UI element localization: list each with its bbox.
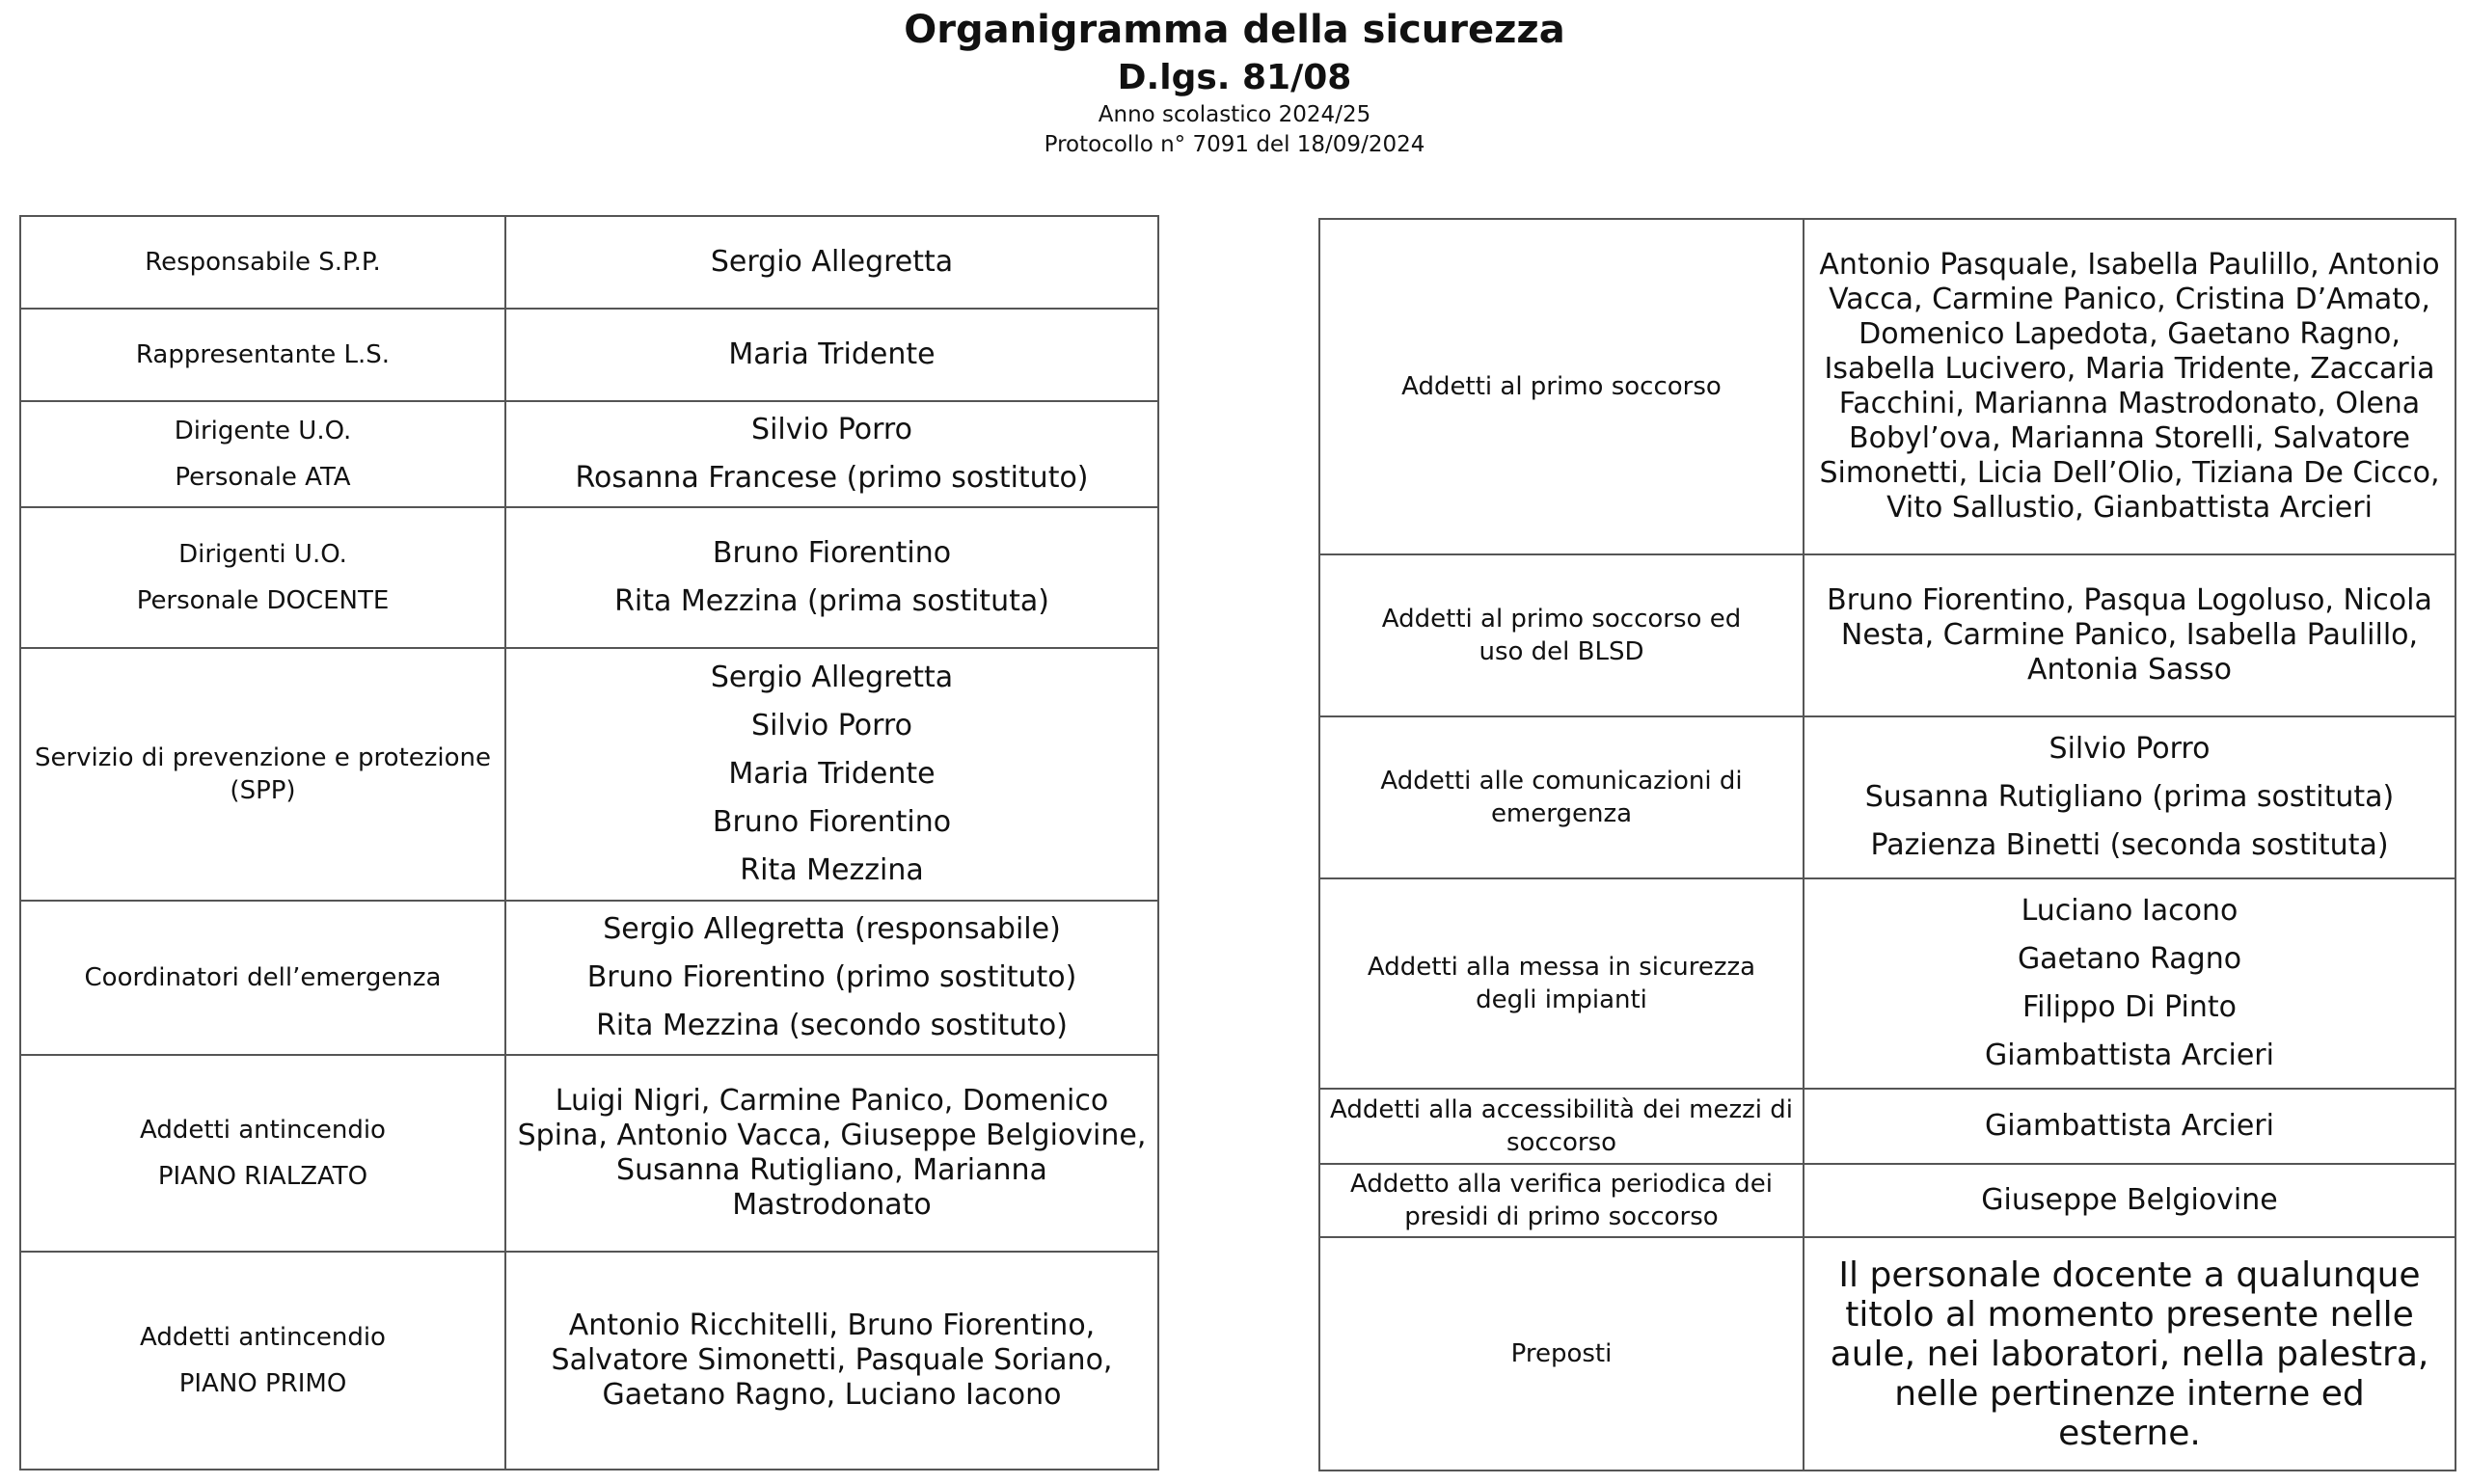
role-label: Dirigente U.O. Personale ATA (20, 401, 505, 507)
role-label: Servizio di prevenzione e protezione (SPP) (20, 648, 505, 901)
role-label: Coordinatori dell’emergenza (20, 901, 505, 1055)
document-title: Organigramma della sicurezza (904, 8, 1565, 52)
role-persons: Silvio Porro Susanna Rutigliano (prima sostituta) Pazienza Binetti (seconda sostituta) (1804, 716, 2455, 878)
table-row (1319, 219, 2455, 554)
role-persons: Giambattista Arcieri (1804, 1089, 2455, 1164)
role-label: Addetti alla accessibilità dei mezzi di soccorso (1319, 1089, 1804, 1164)
table-row (1319, 1089, 2455, 1164)
role-persons: Sergio Allegretta (responsabile) Bruno Fiorentino (primo sostituto) Rita Mezzina (secondo sostituto) (505, 901, 1158, 1055)
role-label: Addetti al primo soccorso (1319, 219, 1804, 554)
role-persons: Maria Tridente (505, 309, 1158, 401)
role-persons: Bruno Fiorentino, Pasqua Logoluso, Nicola Nesta, Carmine Panico, Isabella Paulillo, Antonia Sasso (1804, 554, 2455, 716)
role-persons: Antonio Ricchitelli, Bruno Fiorentino, Salvatore Simonetti, Pasquale Soriano, Gaetano Ragno, Luciano Iacono (505, 1252, 1158, 1470)
table-row (20, 1055, 1158, 1252)
table-row (1319, 554, 2455, 716)
table-row (20, 1252, 1158, 1470)
table-row (1319, 878, 2455, 1089)
role-persons: Giuseppe Belgiovine (1804, 1164, 2455, 1237)
table-row (20, 309, 1158, 401)
role-label: Rappresentante L.S. (20, 309, 505, 401)
role-label: Preposti (1319, 1237, 1804, 1471)
role-persons: Sergio Allegretta Silvio Porro Maria Tridente Bruno Fiorentino Rita Mezzina (505, 648, 1158, 901)
role-label: Dirigenti U.O. Personale DOCENTE (20, 507, 505, 648)
role-persons: Bruno Fiorentino Rita Mezzina (prima sostituta) (505, 507, 1158, 648)
role-label: Responsabile S.P.P. (20, 216, 505, 309)
right-safety-table (1318, 218, 2456, 1471)
role-persons: Luciano Iacono Gaetano Ragno Filippo Di Pinto Giambattista Arcieri (1804, 878, 2455, 1089)
table-row (20, 401, 1158, 507)
table-row (20, 901, 1158, 1055)
table-row (1319, 1237, 2455, 1471)
table-row (1319, 1164, 2455, 1237)
left-safety-table (19, 215, 1159, 1471)
role-persons: Luigi Nigri, Carmine Panico, Domenico Spina, Antonio Vacca, Giuseppe Belgiovine, Susanna Rutigliano, Marianna Mastrodonato (505, 1055, 1158, 1252)
school-year: Anno scolastico 2024/25 (1098, 102, 1371, 127)
role-label: Addetti alla messa in sicurezza degli impianti (1319, 878, 1804, 1089)
document-subtitle: D.lgs. 81/08 (1117, 58, 1352, 97)
role-label: Addetti alle comunicazioni di emergenza (1319, 716, 1804, 878)
table-row (20, 648, 1158, 901)
role-label: Addetti al primo soccorso ed uso del BLSD (1319, 554, 1804, 716)
role-label: Addetto alla verifica periodica dei presidi di primo soccorso (1319, 1164, 1804, 1237)
table-row (20, 216, 1158, 309)
role-label: Addetti antincendio PIANO RIALZATO (20, 1055, 505, 1252)
document-header (0, 0, 2469, 160)
role-persons: Sergio Allegretta (505, 216, 1158, 309)
table-row (1319, 716, 2455, 878)
table-row (20, 507, 1158, 648)
role-label: Addetti antincendio PIANO PRIMO (20, 1252, 505, 1470)
role-persons: Il personale docente a qualunque titolo al momento presente nelle aule, nei laboratori, nella palestra, nelle pertinenze interne ed esterne. (1804, 1237, 2455, 1471)
protocol-number: Protocollo n° 7091 del 18/09/2024 (1044, 132, 1425, 157)
role-persons: Silvio Porro Rosanna Francese (primo sostituto) (505, 401, 1158, 507)
role-persons: Antonio Pasquale, Isabella Paulillo, Antonio Vacca, Carmine Panico, Cristina D’Amato, Domenico Lapedota, Gaetano Ragno, Isabella Lucivero, Maria Tridente, Zaccaria Facchini, Marianna Mastrodonato, Olena Bobyl’ova, Marianna Storelli, Salvatore Simonetti, Licia Dell’Olio, Tiziana De Cicco, Vito Sallustio, Gianbattista Arcieri (1804, 219, 2455, 554)
